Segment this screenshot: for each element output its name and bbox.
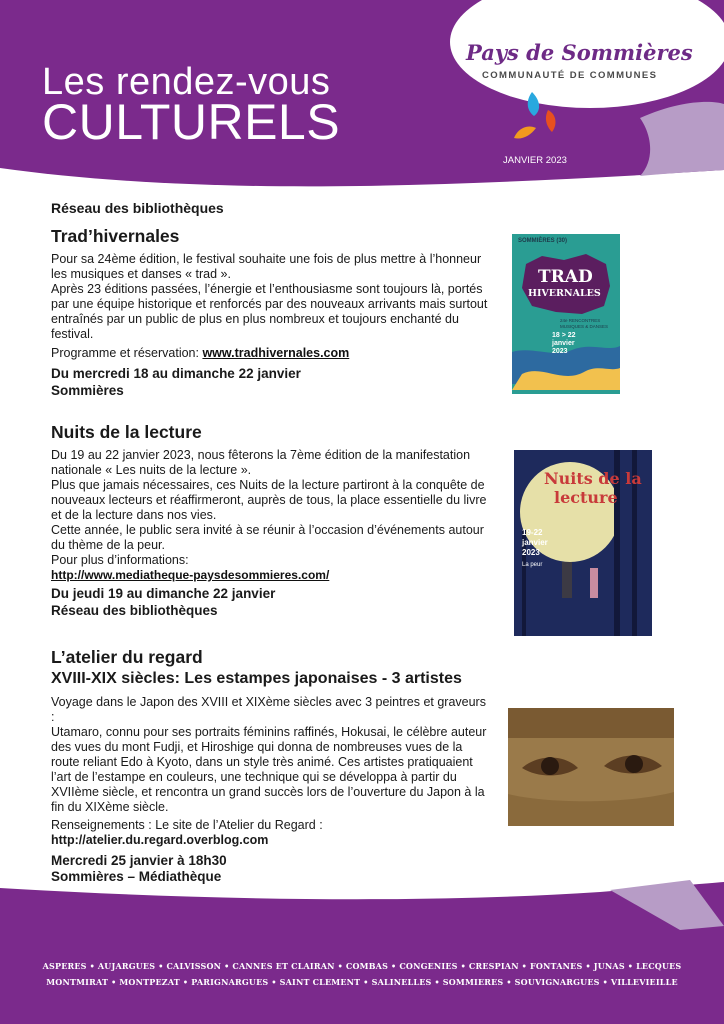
header-title-line1: Les rendez-vous	[42, 61, 331, 103]
event-paragraph: Pour plus d’informations:	[51, 553, 189, 567]
footer-banner	[0, 880, 724, 1024]
event-paragraph: Après 23 éditions passées, l’énergie et l’enthousiasme sont toujours là, portés par une équipe historique et renforcés par des nouveaux arrivants mais surtout entraînés par un public de plus en plus nombreux et toujours enchanté du festival.	[51, 282, 488, 341]
mediatheque-link[interactable]: http://www.mediatheque-paysdesommieres.com/	[51, 568, 330, 582]
poster-title-2: HIVERNALES	[528, 288, 601, 299]
poster-theme: La peur	[522, 562, 543, 568]
logo-petals-icon	[512, 90, 562, 142]
poster-subtitle: 24e RENCONTRES MUSIQUES & DANSES	[560, 318, 609, 329]
footer-communes-line2: MONTMIRAT • MONTPEZAT • PARIGNARGUES • SAINT CLEMENT • SALINELLES • SOMMIERES • SOUVIGNARGUES • VILLEVIEILLE	[46, 977, 678, 987]
event-info-prefix: Renseignements : Le site de l’Atelier du Regard :	[51, 818, 323, 832]
event-paragraph: Utamaro, connu pour ses portraits féminins raffinés, Hokusai, le célèbre auteur des vues du mont Fudji, et Hiroshige qui donna de nombreuses vues de la route reliant Edo à Kyoto, dans un style très animé. Ces artistes pratiquaient l’art de l’estampe en couleurs, une technique qui se développa à partir du XVIIème siècle, et rencontra un grand succès lors de l’ouverture du Japon à la fin du XIXème siècle.	[51, 725, 487, 814]
poster-dates-3: 2023	[522, 548, 540, 557]
header-title-line2: CULTURELS	[42, 94, 341, 150]
event-date-line: Mercredi 25 janvier à 18h30	[51, 853, 227, 868]
event-title-nuits-lecture: Nuits de la lecture	[51, 422, 202, 442]
event-title-tradhivernales: Trad’hivernales	[51, 226, 180, 246]
event-title-atelier-regard: L’atelier du regard	[51, 647, 203, 667]
poster-title-2: lecture	[554, 488, 618, 507]
nuits-lecture-poster	[514, 450, 652, 652]
poster-title-1: TRAD	[538, 267, 593, 287]
event-place-line: Sommières – Médiathèque	[51, 869, 222, 884]
event-info-line	[51, 346, 491, 361]
event-place-line: Réseau des bibliothèques	[51, 603, 218, 618]
event-date-line: Du mercredi 18 au dimanche 22 janvier	[51, 366, 301, 381]
poster-dates-2: janvier	[522, 538, 548, 547]
poster-title-1: Nuits de la	[544, 469, 642, 488]
tradhivernales-link[interactable]: www.tradhivernales.com	[202, 346, 350, 360]
poster-dates: 18 > 22 janvier 2023	[552, 332, 576, 355]
info-prefix: Programme et réservation:	[51, 346, 203, 360]
event-paragraph: Plus que jamais nécessaires, ces Nuits de la lecture partiront à la conquête de nouveaux lecteurs et réaffirmeront, auprès de tous, la place essentielle du livre et de la lecture dans nos vies.	[51, 478, 487, 522]
logo-name: Pays de Sommières	[466, 40, 693, 65]
event-paragraph: Du 19 au 22 janvier 2023, nous fêterons la 7ème édition de la manifestation nationale « Les nuits de la lecture ».	[51, 448, 471, 477]
footer-communes-line1: ASPERES • AUJARGUES • CALVISSON • CANNES ET CLAIRAN • COMBAS • CONGENIES • CRESPIAN • FONTANES • JUNAS • LECQUES	[42, 961, 682, 971]
atelier-regard-link[interactable]: http://atelier.du.regard.overblog.com	[51, 833, 269, 847]
event-place-line: Sommières	[51, 383, 124, 398]
eyes-painting-image	[508, 708, 674, 826]
section-label: Réseau des bibliothèques	[51, 200, 224, 216]
header-date: JANVIER 2023	[503, 155, 567, 166]
event-date-line: Du jeudi 19 au dimanche 22 janvier	[51, 586, 276, 601]
logo-subtitle: COMMUNAUTÉ DE COMMUNES	[482, 70, 658, 81]
event-subtitle: XVIII-XIX siècles: Les estampes japonaises - 3 artistes	[51, 670, 462, 687]
event-paragraph: Cette année, le public sera invité à se réunir à l’occasion d’événements autour du thème de la peur.	[51, 523, 484, 552]
tradhivernales-poster	[512, 234, 620, 420]
event-paragraph: Voyage dans le Japon des XVIII et XIXème siècles avec 3 peintres et graveurs :	[51, 695, 486, 724]
poster-top-text: SOMMIÈRES (30)	[518, 238, 568, 244]
event-paragraph: Pour sa 24ème édition, le festival souhaite une fois de plus mettre à l’honneur les musiques et danses « trad ».	[51, 252, 482, 281]
poster-dates-1: 19-22	[522, 528, 543, 537]
